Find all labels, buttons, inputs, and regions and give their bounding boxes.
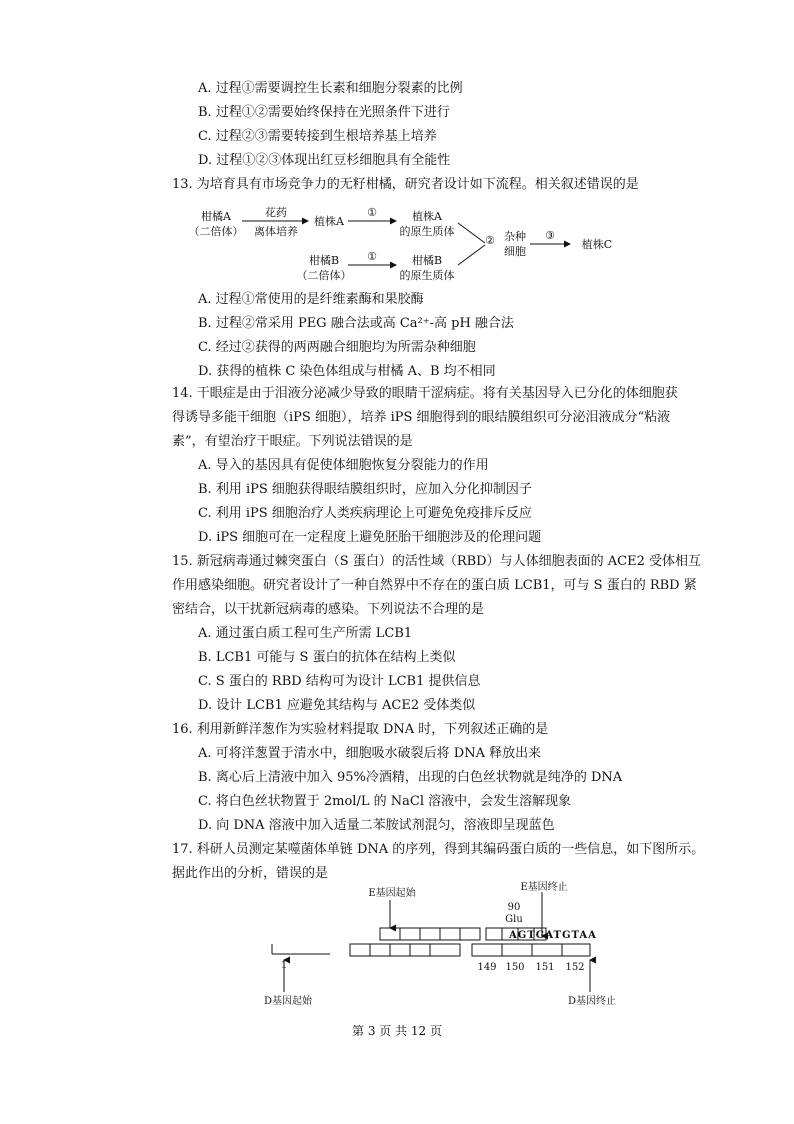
q15-option-a: A. 通过蛋白质工程可生产所需 LCB1 (198, 626, 413, 641)
q12-option-b: B. 过程①②需要始终保持在光照条件下进行 (198, 105, 450, 120)
culture-label: 离体培养 (254, 225, 298, 238)
q14-stem-line-2: 得诱导多能干细胞（iPS 细胞），培养 iPS 细胞得到的眼结膜组织可分泌泪液成分“粘液 (172, 410, 671, 425)
proto-a-label-1: 植株A (412, 210, 442, 223)
page-footer: 第 3 页 共 12 页 (352, 1024, 442, 1038)
proto-a-label-2: 的原生质体 (399, 225, 455, 238)
step1-a-label: ① (367, 206, 377, 219)
diploid-b-label: （二倍体） (296, 269, 352, 282)
q14-option-b: B. 利用 iPS 细胞获得眼结膜组织时，应加入分化抑制因子 (198, 482, 532, 497)
q15-stem-line-3: 密结合，以干扰新冠病毒的感染。下列说法不合理的是 (172, 602, 485, 617)
q13-flowchart (190, 198, 640, 290)
q13-option-d: D. 获得的植株 C 染色体组成与柑橘 A、B 均不相同 (198, 364, 496, 379)
q13-option-a: A. 过程①常使用的是纤维素酶和果胶酶 (198, 292, 424, 307)
codon-149-label: 149 (477, 962, 497, 973)
q15-stem-line-2: 作用感染细胞。研究者设计了一种自然界中不存在的蛋白质 LCB1，可与 S 蛋白的 RBD 紧 (172, 578, 697, 593)
plant-a-label: 植株A (314, 215, 344, 228)
q13-option-b: B. 过程②常采用 PEG 融合法或高 Ca²⁺-高 pH 融合法 (198, 316, 514, 331)
codon-152-label: 152 (565, 962, 585, 973)
q14-option-a: A. 导入的基因具有促使体细胞恢复分裂能力的作用 (198, 458, 489, 473)
step2-label: ② (485, 234, 495, 247)
q17-gene-diagram (250, 882, 617, 1016)
q14-stem-line-1: 14. 干眼症是由于泪液分泌减少导致的眼睛干涩病症。将有关基因导入已分化的体细胞获 (172, 386, 678, 401)
q16-stem: 16. 利用新鲜洋葱作为实验材料提取 DNA 时，下列叙述正确的是 (172, 722, 549, 737)
anther-label: 花药 (265, 206, 287, 219)
orange-a-label: 柑橘A (201, 210, 231, 223)
codon-1-label: 1 (280, 960, 288, 971)
hybrid-label-2: 细胞 (504, 245, 526, 258)
orange-b-label: 柑橘B (308, 254, 340, 267)
glu-label: Glu (505, 914, 523, 925)
q13-stem: 13. 为培育具有市场竞争力的无籽柑橘，研究者设计如下流程。相关叙述错误的是 (172, 177, 639, 192)
q14-stem-line-3: 素”，有望治疗干眼症。下列说法错误的是 (172, 434, 413, 449)
proto-b-label-1: 柑橘B (411, 254, 443, 267)
e-gene-end-label: E基因终止 (520, 882, 568, 893)
q14-option-c: C. 利用 iPS 细胞治疗人类疾病理论上可避免免疫排斥反应 (198, 506, 532, 521)
codon-90-label: 90 (507, 902, 521, 913)
sequence-label: AGTGATGTAA (509, 930, 597, 941)
step3-label: ③ (545, 229, 555, 242)
d-gene-end-label: D基因终止 (567, 996, 617, 1007)
d-gene-start-label: D基因起始 (263, 996, 313, 1007)
q17-stem-line-2: 据此作出的分析，错误的是 (172, 866, 329, 881)
step1-b-label: ① (367, 250, 377, 263)
q12-option-d: D. 过程①②③体现出红豆杉细胞具有全能性 (198, 153, 451, 168)
proto-b-label-2: 的原生质体 (399, 269, 455, 282)
d-gene-codons (272, 944, 590, 956)
q15-option-c: C. S 蛋白的 RBD 结构可为设计 LCB1 提供信息 (198, 674, 481, 689)
plant-c-label: 植株C (581, 238, 613, 251)
diploid-a-label: （二倍体） (188, 225, 244, 238)
q17-stem-line-1: 17. 科研人员测定某噬菌体单链 DNA 的序列，得到其编码蛋白质的一些信息，如下图所示。 (172, 842, 705, 857)
q15-stem-line-1: 15. 新冠病毒通过棘突蛋白（S 蛋白）的活性域（RBD）与人体细胞表面的 ACE2 受体相互 (172, 554, 701, 569)
q16-option-a: A. 可将洋葱置于清水中，细胞吸水破裂后将 DNA 释放出来 (198, 746, 542, 761)
codon-151-label: 151 (535, 962, 555, 973)
q16-option-d: D. 向 DNA 溶液中加入适量二苯胺试剂混匀，溶液即呈现蓝色 (198, 818, 555, 833)
q15-option-b: B. LCB1 可能与 S 蛋白的抗体在结构上类似 (198, 650, 456, 665)
codon-150-label: 150 (505, 962, 525, 973)
q12-option-c: C. 过程②③需要转接到生根培养基上培养 (198, 129, 437, 144)
hybrid-label-1: 杂种 (504, 230, 526, 243)
q16-option-c: C. 将白色丝状物置于 2mol/L 的 NaCl 溶液中，会发生溶解现象 (198, 794, 572, 809)
q14-option-d: D. iPS 细胞可在一定程度上避免胚胎干细胞涉及的伦理问题 (198, 530, 542, 545)
q13-option-c: C. 经过②获得的两两融合细胞均为所需杂种细胞 (198, 340, 476, 355)
merge-line-bottom (458, 245, 485, 265)
q16-option-b: B. 离心后上清液中加入 95%冷酒精，出现的白色丝状物就是纯净的 DNA (198, 770, 623, 785)
q12-option-a: A. 过程①需要调控生长素和细胞分裂素的比例 (198, 81, 463, 96)
e-gene-start-label: E基因起始 (368, 888, 416, 899)
q15-option-d: D. 设计 LCB1 应避免其结构与 ACE2 受体类似 (198, 698, 476, 713)
